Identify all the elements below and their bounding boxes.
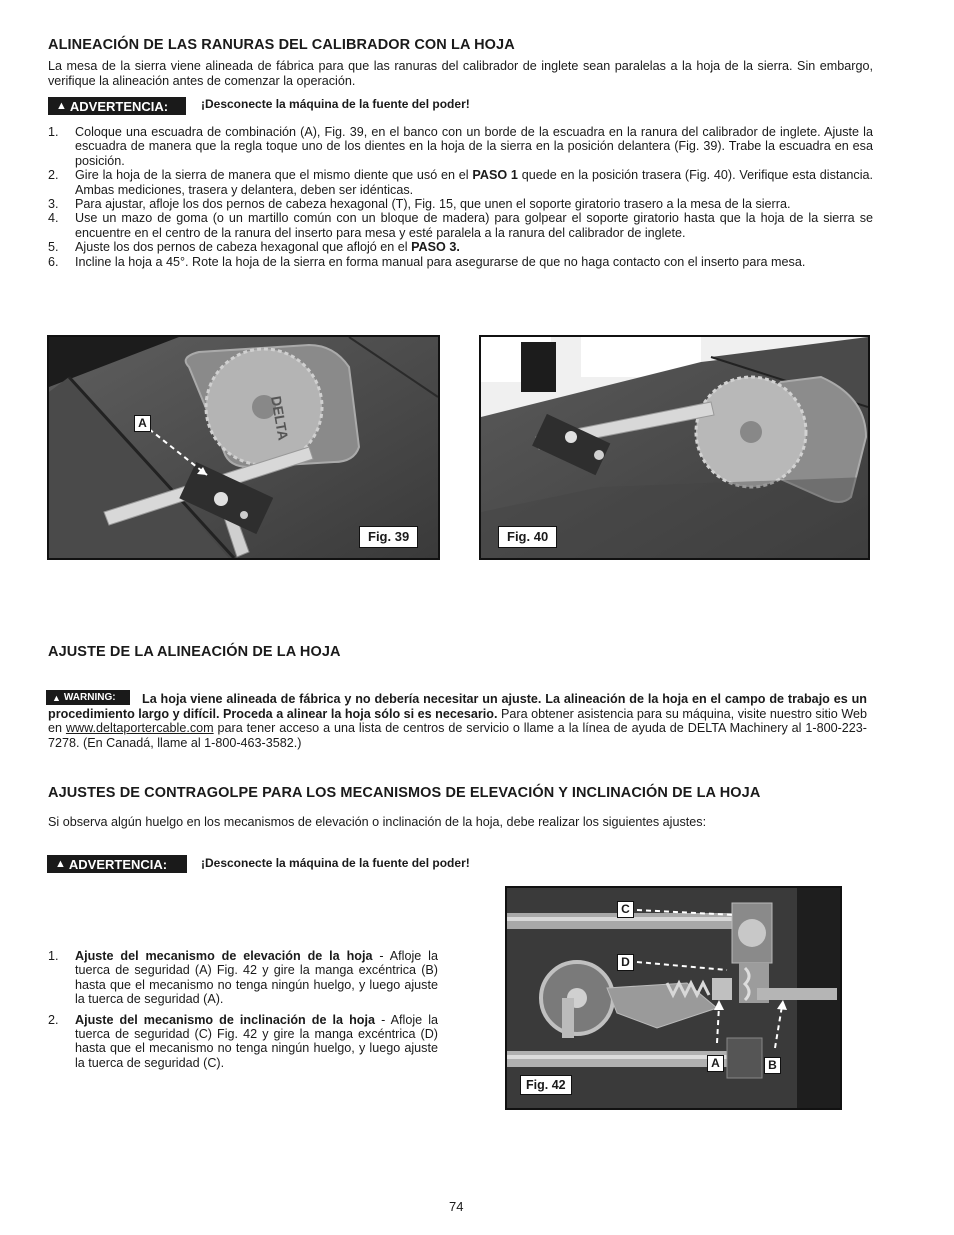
fig40-photo	[479, 335, 870, 560]
fig42-photo	[505, 886, 842, 1110]
fig42-callout-a: A	[707, 1055, 724, 1072]
delta-website-link[interactable]: www.deltaportercable.com	[65, 721, 214, 735]
disconnect-warning-text-2: ¡Desconecte la máquina de la fuente del poder!	[201, 856, 470, 870]
list-item: 2. Ajuste del mecanismo de inclinación de la hoja - Afloje la tuerca de seguridad (C) Fig. 42 y gire la manga excéntrica (D) hasta que el mecanismo no tenga ningún huelgo, y luego ajuste la tuerca de seguridad (C).	[48, 1012, 438, 1070]
list-item: 1. Ajuste del mecanismo de elevación de la hoja - Afloje la tuerca de seguridad (A) Fig. 42 y gire la manga excéntrica (B) hasta que el mecanismo no tenga ningún huelgo, y luego ajuste la tuerca de seguridad (A).	[48, 949, 438, 1007]
advertencia-badge-label: ADVERTENCIA:	[68, 856, 168, 872]
advertencia-badge	[48, 97, 186, 115]
list-item: 4. Use un mazo de goma (o un martillo común con un bloque de madera) para golpear el soporte giratorio hasta que la hoja de la sierra se encuentre en el centro de la ranura del inserto para mesa y esté paralela a la ranura del calibrador de inglete.	[48, 211, 873, 240]
blade-alignment-warning-bold: La hoja viene alineada de fábrica y no debería necesitar un ajuste. La alineación de la hoja en el campo de trabajo es un procedimiento largo y difícil. Proceda a alinear la hoja sólo si es necesario.	[48, 692, 867, 721]
fig39-photo	[47, 335, 440, 560]
fig39-callout-a: A	[134, 415, 151, 432]
list-item: 3. Para ajustar, afloje los dos pernos de cabeza hexagonal (T), Fig. 15, que unen el soporte giratorio trasero a la mesa de la sierra.	[48, 197, 791, 212]
blade-alignment-warning-paragraph: La hoja viene alineada de fábrica y no debería necesitar un ajuste. La alineación de la hoja en el campo de trabajo es un procedimiento largo y difícil. Proceda a alinear la hoja sólo si es necesario. Para obtener asistencia para su máquina, visite nuestro sitio Web en www.deltaportercable.com para tener acceso a una lista de centros de servicio o llame a la línea de ayuda de DELTA Machinery al 1-800-223-7278. (En Canadá, llame al 1-800-463-3582.)	[48, 692, 867, 750]
list-item: 1. Coloque una escuadra de combinación (A), Fig. 39, en el banco con un borde de la escuadra en la ranura del calibrador de inglete. Ajuste la escuadra de manera que la regla toque uno de los dientes en la hoja de la sierra en la posición delantera (Fig. 39). Trabe la escuadra en esa posición.	[48, 125, 873, 168]
blade-brand-text: DELTA	[268, 394, 292, 442]
warning-triangle-icon: ▲	[56, 100, 67, 112]
advertencia-badge-label: ADVERTENCIA:	[69, 98, 169, 114]
fig42-label: Fig. 42	[520, 1075, 572, 1095]
list-item: 6. Incline la hoja a 45°. Rote la hoja de la sierra en forma manual para asegurarse de que no haga contacto con el inserto para mesa.	[48, 254, 806, 269]
advertencia-badge-2	[47, 855, 187, 873]
fig40-label: Fig. 40	[498, 526, 557, 548]
warning-triangle-icon: ▲	[55, 858, 66, 870]
warning-badge-label: WARNING:	[63, 692, 116, 703]
fig42-callout-c: C	[617, 901, 634, 918]
fig39-label: Fig. 39	[359, 526, 418, 548]
fig42-callout-b: B	[764, 1057, 781, 1074]
list-item: 2. Gire la hoja de la sierra de manera que el mismo diente que usó en el PASO 1 quede en la posición trasera (Fig. 40). Verifique esta distancia. Ambas mediciones, trasera y delantera, deben ser idénticas.	[48, 168, 873, 197]
section-title-backlash-adjustments: AJUSTES DE CONTRAGOLPE PARA LOS MECANISMOS DE ELEVACIÓN Y INCLINACIÓN DE LA HOJA	[48, 785, 761, 801]
section-title-blade-alignment: AJUSTE DE LA ALINEACIÓN DE LA HOJA	[48, 644, 341, 660]
list-item: 5. Ajuste los dos pernos de cabeza hexagonal que aflojó en el PASO 3.	[48, 240, 460, 255]
alignment-steps-list	[48, 125, 873, 269]
section3-intro: Si observa algún huelgo en los mecanismos de elevación o inclinación de la hoja, debe realizar los siguientes ajustes:	[48, 815, 707, 829]
warning-triangle-icon: ▲	[52, 692, 61, 703]
fig42-callout-d: D	[617, 954, 634, 971]
section-title-groove-alignment: ALINEACIÓN DE LAS RANURAS DEL CALIBRADOR CON LA HOJA	[48, 37, 515, 53]
fig40-saw-table-illustration	[481, 337, 868, 558]
fig39-saw-table-illustration	[49, 337, 438, 558]
disconnect-warning-text: ¡Desconecte la máquina de la fuente del poder!	[201, 97, 470, 111]
backlash-steps-list	[48, 949, 438, 1070]
section1-intro: La mesa de la sierra viene alineada de fábrica para que las ranuras del calibrador de inglete sean paralelas a la hoja de la sierra. Sin embargo, verifique la alineación antes de comenzar la operación.	[48, 59, 873, 88]
page-number: 74	[449, 1199, 464, 1214]
